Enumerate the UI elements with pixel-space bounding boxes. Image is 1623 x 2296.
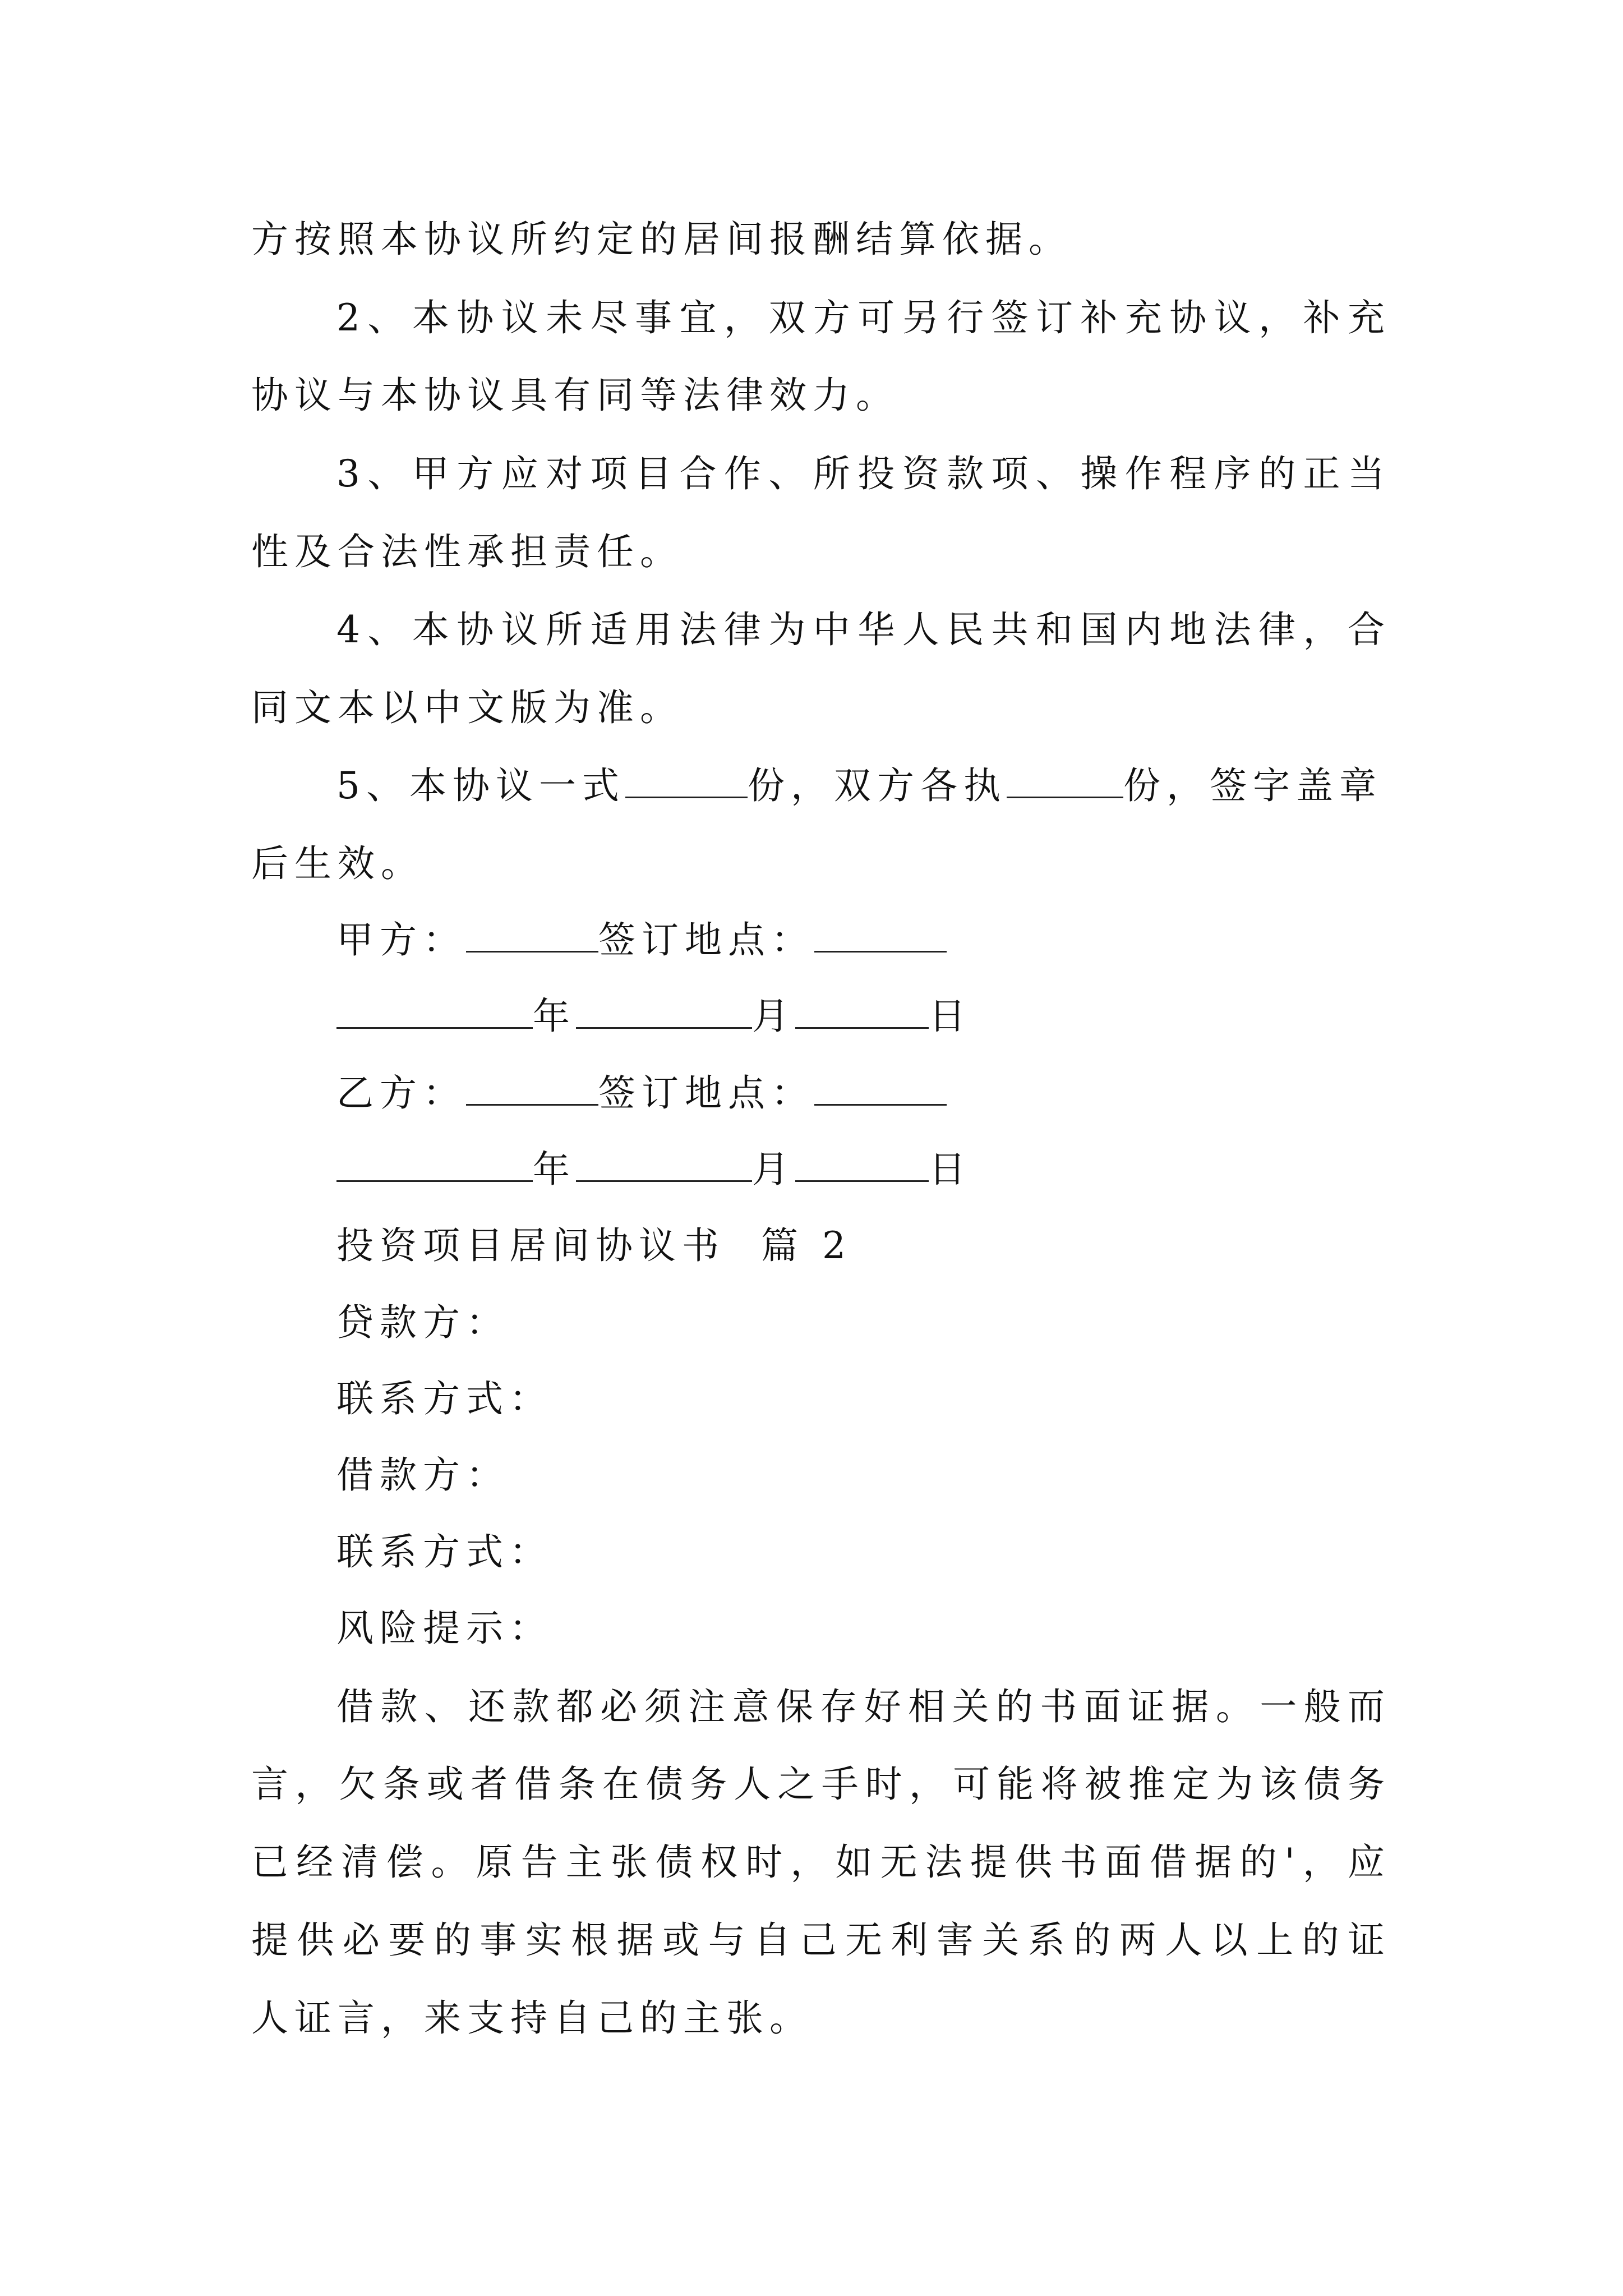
day-label: 日: [929, 995, 972, 1038]
lender-contact-label: 联系方式：: [336, 1377, 552, 1420]
party-a-date-line: [336, 994, 972, 1039]
year-blank: [336, 1148, 533, 1182]
paragraph-line: 提供必要的事实根据或与自己无利害关系的两人以上的证: [251, 1918, 1391, 1962]
party-a-blank: [466, 918, 598, 953]
month-label: 月: [752, 995, 795, 1038]
item5-text-3: 份，签字盖章: [1123, 764, 1382, 807]
paragraph-line: 后生效。: [251, 842, 424, 885]
copies-each-blank: [1007, 764, 1123, 798]
paragraph-line: 借款、还款都必须注意保存好相关的书面证据。一般而: [336, 1685, 1391, 1728]
month-label: 月: [752, 1148, 795, 1191]
paragraph-line: 3、甲方应对项目合作、所投资款项、操作程序的正当: [336, 452, 1391, 495]
paragraph-line: 同文本以中文版为准。: [251, 686, 683, 729]
item5-text-1: 5、本协议一式: [336, 764, 625, 807]
borrower-contact-label: 联系方式：: [336, 1530, 552, 1573]
party-b-label: 乙方：: [336, 1071, 466, 1115]
risk-notice-label: 风险提示：: [336, 1607, 552, 1650]
party-b-place-label: 签订地点：: [598, 1071, 814, 1115]
party-a-line: [336, 918, 947, 963]
party-b-blank: [466, 1071, 598, 1106]
paragraph-line: 性及合法性承担责任。: [251, 530, 683, 573]
year-label: 年: [533, 1148, 576, 1191]
lender-label: 贷款方：: [336, 1301, 509, 1344]
item5-text-2: 份，双方各执: [748, 764, 1007, 807]
day-blank: [795, 995, 929, 1029]
party-a-label: 甲方：: [336, 918, 466, 961]
paragraph-line: 4、本协议所适用法律为中华人民共和国内地法律，合: [336, 608, 1391, 651]
party-b-place-blank: [814, 1071, 947, 1106]
day-blank: [795, 1148, 929, 1182]
party-b-line: [336, 1071, 947, 1116]
party-a-place-label: 签订地点：: [598, 918, 814, 961]
party-a-place-blank: [814, 918, 947, 953]
year-label: 年: [533, 995, 576, 1038]
borrower-label: 借款方：: [336, 1453, 509, 1497]
month-blank: [576, 1148, 752, 1182]
section-title: 投资项目居间协议书 篇 2: [336, 1224, 852, 1267]
item5-line: [336, 763, 1382, 808]
year-blank: [336, 995, 533, 1029]
party-b-date-line: [336, 1147, 972, 1192]
paragraph-line: 协议与本协议具有同等法律效力。: [251, 374, 899, 417]
paragraph-line: 已经清偿。原告主张债权时，如无法提供书面借据的'，应: [251, 1841, 1391, 1884]
paragraph-line: 2、本协议未尽事宜，双方可另行签订补充协议，补充: [336, 296, 1391, 339]
day-label: 日: [929, 1148, 972, 1191]
month-blank: [576, 995, 752, 1029]
paragraph-line: 人证言，来支持自己的主张。: [251, 1996, 813, 2040]
paragraph-line: 方按照本协议所约定的居间报酬结算依据。: [251, 218, 1072, 261]
copies-total-blank: [625, 764, 748, 798]
paragraph-line: 言，欠条或者借条在债务人之手时，可能将被推定为该债务: [251, 1763, 1391, 1806]
